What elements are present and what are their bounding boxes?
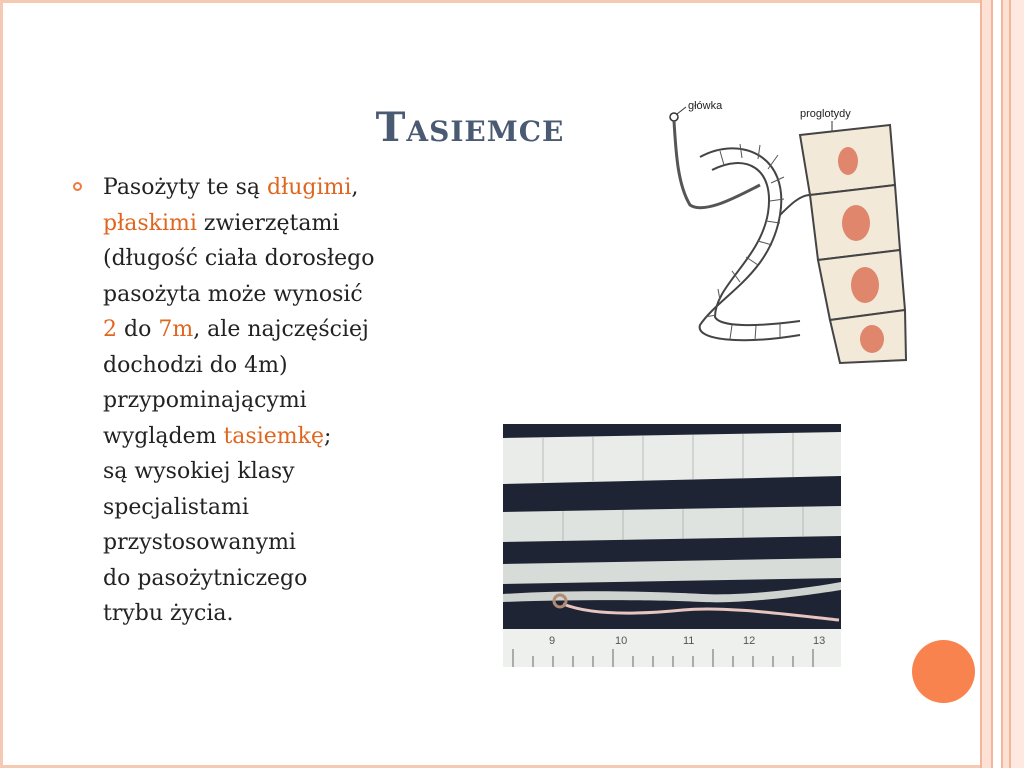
bullet-icon [73, 182, 82, 191]
text-run: specjalistami [103, 494, 249, 520]
ruler-label: 12 [743, 635, 756, 647]
highlight-word: tasiemkę [223, 423, 324, 449]
slide-title: Tasiemce [375, 104, 565, 151]
text-run: (długość ciała dorosłego [103, 246, 375, 271]
decor-stripe [1009, 0, 1024, 768]
ruler-label: 11 [683, 635, 695, 647]
decor-stripe [980, 0, 991, 768]
ruler-label: 10 [615, 635, 628, 647]
decor-stripe [1001, 0, 1009, 768]
text-run: wyglądem [103, 423, 224, 449]
decor-stripe [991, 0, 1001, 768]
decor-circle [912, 640, 975, 703]
highlight-word: 2 [103, 317, 117, 342]
ruler-label: 9 [549, 635, 556, 647]
text-run: ; [323, 423, 332, 449]
text-run: , ale najczęściej [193, 317, 369, 342]
highlight-word: długimi [267, 175, 352, 200]
text-run: są wysokiej klasy [103, 459, 295, 484]
highlight-word: płaskimi [103, 210, 197, 236]
text-run: zwierzętami [196, 210, 340, 236]
bullet-text [103, 170, 463, 632]
text-run: przystosowanymi [103, 530, 296, 555]
tapeworm-photo-image [503, 424, 841, 667]
text-run: trybu życia. [103, 601, 234, 626]
label-segments: proglotydy [800, 108, 851, 120]
text-run: do [117, 317, 159, 342]
text-run: , [351, 175, 359, 200]
text-run: pasożyta może wynosić [103, 281, 363, 307]
text-run: Pasożyty te są [103, 175, 268, 200]
tapeworm-photo [503, 424, 841, 667]
text-run: dochodzi do 4m) [103, 352, 288, 378]
label-head: główka [688, 100, 723, 112]
tapeworm-diagram-illustration [660, 95, 930, 365]
highlight-word: 7m [158, 317, 194, 342]
ruler-label: 13 [813, 635, 826, 647]
text-run: przypominającymi [103, 388, 307, 413]
tapeworm-diagram [660, 95, 930, 365]
text-run: do pasożytniczego [103, 565, 308, 591]
